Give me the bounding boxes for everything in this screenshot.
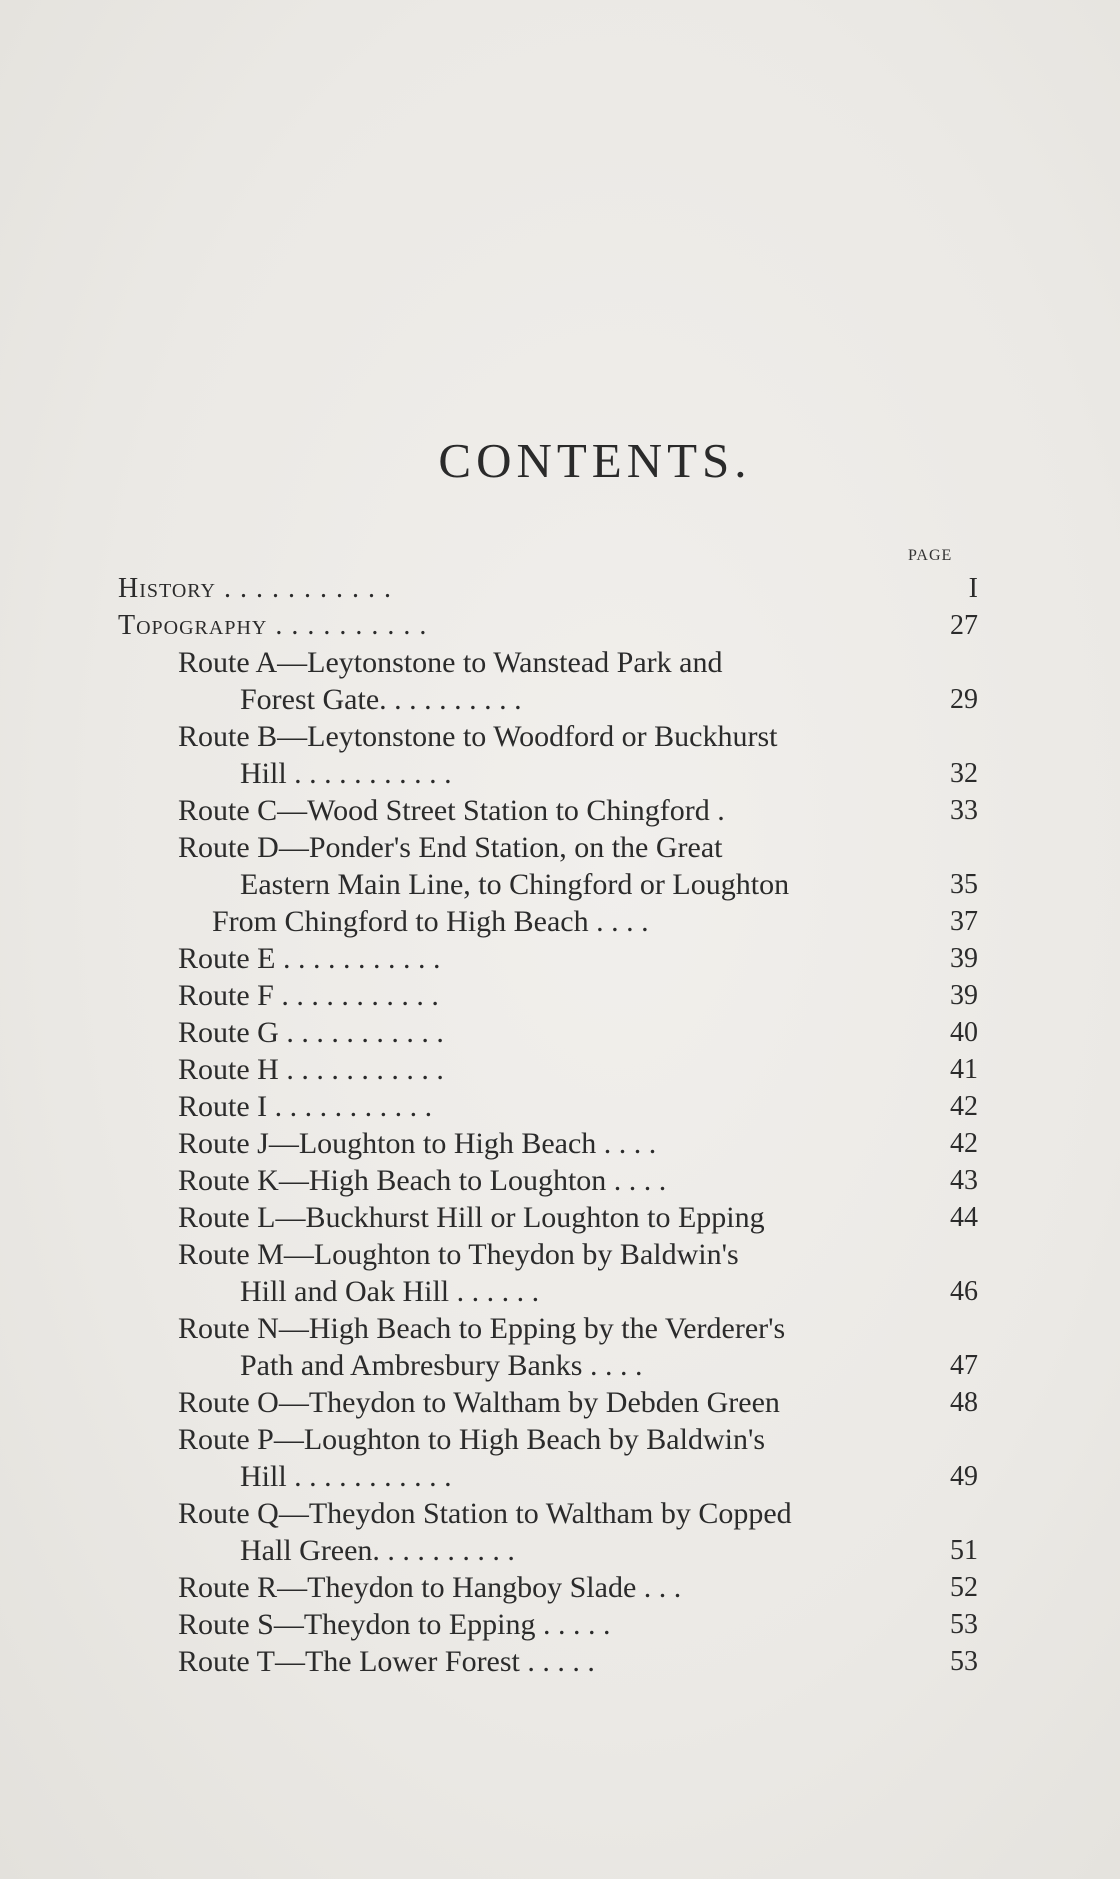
toc-entry-line: Route F . . . . . . . . . . . — [178, 979, 439, 1012]
toc-entry — [118, 1162, 978, 1199]
toc-page-number: 51 — [950, 1535, 978, 1566]
toc-entry-line: Route T—The Lower Forest . . . . . — [178, 1645, 595, 1678]
toc-entry-line: Route O—Theydon to Waltham by Debden Green — [178, 1386, 780, 1419]
toc-entry-title — [118, 570, 888, 607]
toc-page-number: 40 — [950, 1017, 978, 1048]
toc-entry-continuation: Hall Green. . . . . . . . . . — [240, 1534, 515, 1567]
page-column-label: PAGE — [908, 547, 953, 564]
toc-entry-line: Route J—Loughton to High Beach . . . . — [178, 1127, 657, 1160]
toc-page-number: 33 — [950, 795, 978, 826]
toc-entry — [118, 1236, 978, 1310]
toc-page-number: 42 — [950, 1091, 978, 1122]
toc-entry-line: Route D—Ponder's End Station, on the Great — [178, 831, 723, 864]
toc-page-number: 39 — [950, 943, 978, 974]
toc-entry-continuation: Hill . . . . . . . . . . . — [240, 1460, 452, 1493]
toc-page-number: 32 — [950, 758, 978, 789]
toc-entry — [118, 977, 978, 1014]
toc-entry-line: From Chingford to High Beach . . . . — [212, 905, 649, 938]
toc-entry — [118, 1384, 978, 1421]
toc-entry-line: Route Q—Theydon Station to Waltham by Copped — [178, 1497, 792, 1530]
toc-page-number: I — [968, 573, 978, 604]
toc-entry-line: Route N—High Beach to Epping by the Verderer's — [178, 1312, 786, 1345]
toc-entry — [118, 1088, 978, 1125]
toc-entry-line: Route G . . . . . . . . . . . — [178, 1016, 444, 1049]
toc-entry — [118, 607, 978, 644]
toc-page-number: 29 — [950, 684, 978, 715]
toc-entry-line: Route E . . . . . . . . . . . — [178, 942, 441, 975]
toc-page-number: 53 — [950, 1646, 978, 1677]
toc-entry-continuation: Hill . . . . . . . . . . . — [240, 757, 452, 790]
toc-entry-title — [118, 829, 948, 903]
toc-page-number: 39 — [950, 980, 978, 1011]
toc-entry-title — [118, 644, 948, 718]
toc-page-number: 41 — [950, 1054, 978, 1085]
toc-entry-title — [118, 718, 948, 792]
toc-entry — [118, 1569, 978, 1606]
toc-entry — [118, 1014, 978, 1051]
toc-entry-title — [118, 977, 948, 1014]
toc-page-number: 53 — [950, 1609, 978, 1640]
toc-entry — [118, 1421, 978, 1495]
toc-entry — [118, 570, 978, 607]
toc-entry-continuation: Hill and Oak Hill . . . . . . — [240, 1275, 540, 1308]
toc-page-number: 52 — [950, 1572, 978, 1603]
toc-page-number: 49 — [950, 1461, 978, 1492]
toc-entry-continuation: Eastern Main Line, to Chingford or Loughton — [240, 868, 790, 901]
toc-entry-line: Route B—Leytonstone to Woodford or Buckhurst — [178, 720, 778, 753]
toc-entry-title — [118, 1643, 948, 1680]
toc-entry-line: Route P—Loughton to High Beach by Baldwin's — [178, 1423, 766, 1456]
toc-entry — [118, 903, 978, 940]
toc-entry-title — [118, 1495, 948, 1569]
toc-entry-line: Route M—Loughton to Theydon by Baldwin's — [178, 1238, 739, 1271]
toc-entry-title — [118, 1236, 948, 1310]
toc-page-number: 27 — [950, 610, 978, 641]
toc-page-number: 42 — [950, 1128, 978, 1159]
toc-entry-title — [118, 1199, 948, 1236]
toc-entry — [118, 1495, 978, 1569]
toc-page-number: 46 — [950, 1276, 978, 1307]
toc-entry — [118, 829, 978, 903]
toc-entry-line: Route C—Wood Street Station to Chingford . — [178, 794, 725, 827]
toc-entry-line: Route K—High Beach to Loughton . . . . — [178, 1164, 667, 1197]
toc-entry-title — [118, 1088, 948, 1125]
toc-entry-title — [118, 1310, 948, 1384]
toc-entry — [118, 1051, 978, 1088]
toc-entry-title — [118, 607, 888, 644]
toc-entry-line: Route I . . . . . . . . . . . — [178, 1090, 433, 1123]
toc-entry — [118, 1310, 978, 1384]
toc-entry-line: Route A—Leytonstone to Wanstead Park and — [178, 646, 723, 679]
toc-entry-title — [118, 1569, 948, 1606]
toc-entry — [118, 792, 978, 829]
toc-page-number: 48 — [950, 1387, 978, 1418]
toc-entry-line: Route L—Buckhurst Hill or Loughton to Epping — [178, 1201, 765, 1234]
toc-entry-line: Route S—Theydon to Epping . . . . . — [178, 1608, 611, 1641]
toc-entry-title — [118, 940, 948, 977]
toc-entry-title — [118, 1051, 948, 1088]
toc-entry-title — [118, 1606, 948, 1643]
toc-entry-line: Route R—Theydon to Hangboy Slade . . . — [178, 1571, 682, 1604]
toc-entry-continuation: Forest Gate. . . . . . . . . . — [240, 683, 522, 716]
toc-entry-title — [118, 1384, 948, 1421]
toc-entry-title — [118, 1125, 948, 1162]
toc-entry-line: Topography . . . . . . . . . . — [118, 610, 428, 641]
toc-entry-title — [118, 1162, 948, 1199]
toc-entry-continuation: Path and Ambresbury Banks . . . . — [240, 1349, 643, 1382]
toc-entry-line: Route H . . . . . . . . . . . — [178, 1053, 444, 1086]
toc-page-number: 47 — [950, 1350, 978, 1381]
toc-entry — [118, 644, 978, 718]
toc-entry — [118, 718, 978, 792]
toc-entry-line: History . . . . . . . . . . . — [118, 573, 392, 604]
toc-page-number: 44 — [950, 1202, 978, 1233]
page-title: CONTENTS. — [438, 433, 752, 488]
toc-entry-title — [118, 903, 982, 940]
toc-page-number: 37 — [950, 906, 978, 937]
toc-entry — [118, 1643, 978, 1680]
toc-entry-title — [118, 792, 948, 829]
toc-page-number: 43 — [950, 1165, 978, 1196]
table-of-contents — [118, 570, 978, 1680]
toc-entry-title — [118, 1014, 948, 1051]
toc-page-number: 35 — [950, 869, 978, 900]
toc-entry — [118, 940, 978, 977]
toc-entry — [118, 1199, 978, 1236]
toc-entry — [118, 1125, 978, 1162]
toc-entry-title — [118, 1421, 948, 1495]
toc-entry — [118, 1606, 978, 1643]
